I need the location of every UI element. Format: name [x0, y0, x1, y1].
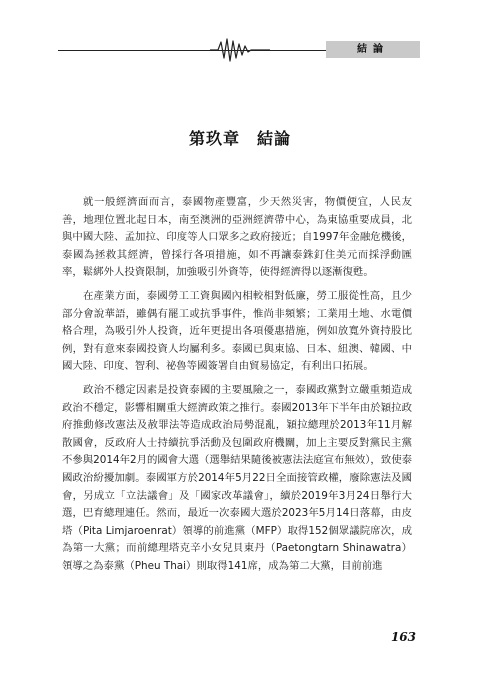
heartbeat-line-icon [210, 36, 270, 64]
header-rule [58, 50, 326, 51]
paragraph-industry: 在產業方面，泰國勞工工資與國內相較相對低廉，勞工服從性高，且少部分會說華語，雖偶有罷工或抗爭事件，惟尚非頻繁；工業用土地、水電價格合理，為吸引外人投資，近年更提出各項優惠措施，例如放寬外資持股比例，對有意來泰國投資人均屬利多。泰國已與東協、日本、紐澳、韓國、中國大陸、印度、智利、祕魯等國簽署自由貿易協定，有利出口拓展。 [62, 289, 412, 373]
section-tab: 結論 [326, 41, 420, 58]
paragraph-economy: 就一般經濟面而言，泰國物產豐富，少天然災害，物價便宜，人民友善，地理位置北起日本，南至澳洲的亞洲經濟帶中心，為東協重要成員，北與中國大陸、孟加拉、印度等人口眾多之政府接近；自1997年金融危機後，泰國為拯救其經濟，曾採行各項措施，如不再讓泰銖釘住美元而採浮動匯率，鬆綁外人投資限制，加強吸引外資等，使得經濟得以逐漸復甦。 [62, 196, 412, 279]
chapter-title: 第玖章 結論 [188, 129, 291, 148]
body-text [62, 194, 412, 581]
paragraph-politics: 政治不穩定因素是投資泰國的主要風險之一，泰國政黨對立嚴重頻造成政治不穩定，影響相關重大經濟政策之推行。泰國2013年下半年由於穎拉政府推動修改憲法及赦罪法等造成政治局勢混亂，穎拉總理於2013年11月解散國會，反政府人士持續抗爭活動及包圍政府機關，加上主要反對黨民主黨不參與2014年2月的國會大選（選舉結果隨後被憲法法庭宣布無效），致使泰國政治紛擾加劇。泰國軍方於2014年5月22日全面接管政權，廢除憲法及國會，另成立「立法議會」及「國家改革議會」，續於2019年3月24日舉行大選，巴育總理連任。然而，最近一次泰國大選於2023年5月14日落幕，由皮塔（Pita Limjaroenrat）領導的前進黨（MFP）取得152個眾議院席次，成為第一大黨；而前總理塔克辛小女兒貝東丹（Paetongtarn Shinawatra）領導之為泰黨（Pheu Thai）則取得141席，成為第二大黨，目前前進 [62, 383, 412, 572]
page-number: 163 [390, 630, 416, 644]
